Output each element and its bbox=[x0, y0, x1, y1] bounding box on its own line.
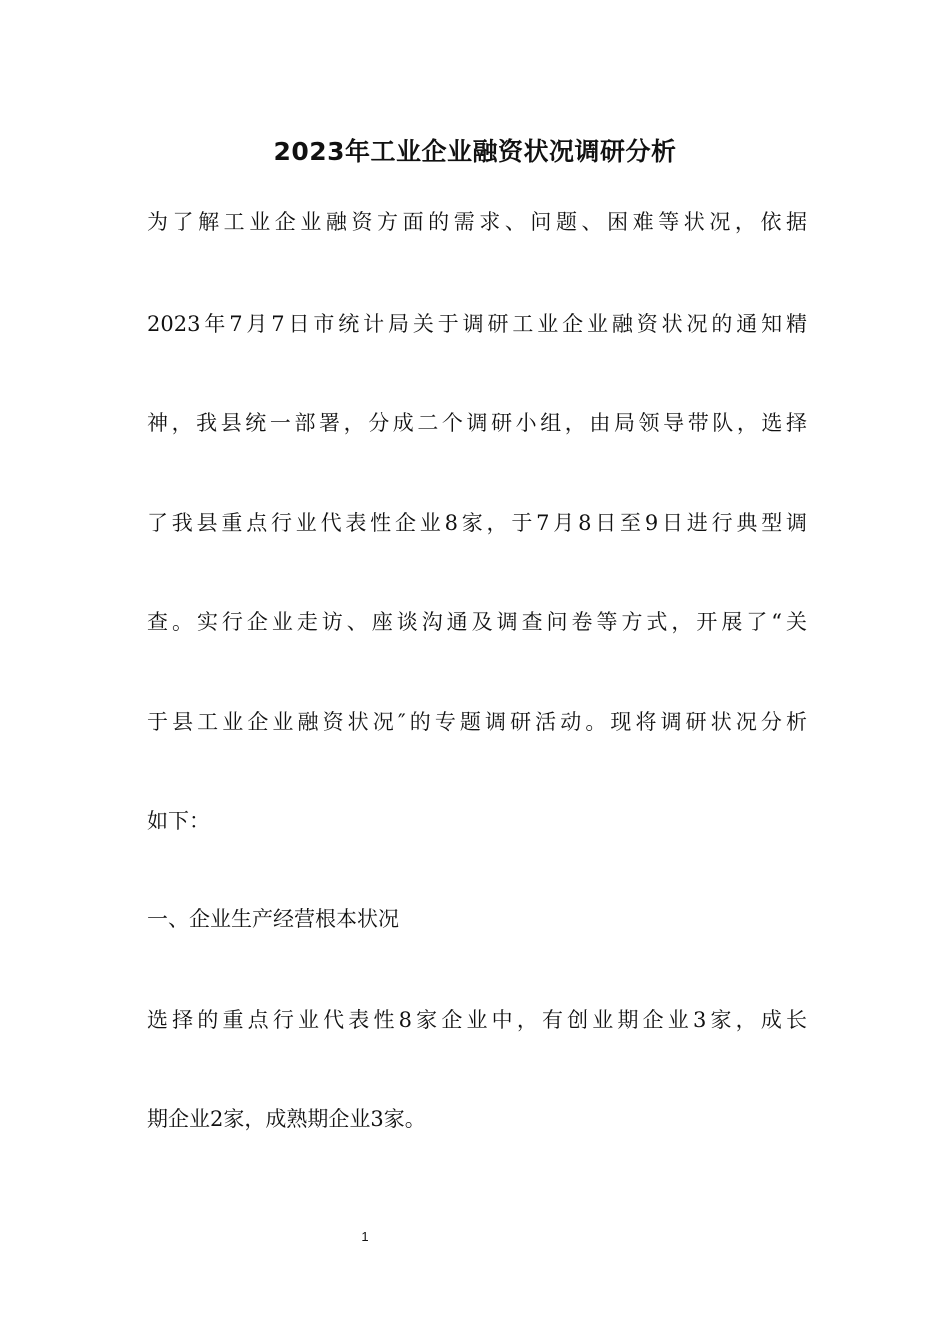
paragraph-line: 查。实行企业走访、座谈沟通及调查问卷等方式，开展了“关 bbox=[147, 610, 807, 634]
paragraph-line: 如下： bbox=[147, 809, 210, 833]
paragraph-line: 选择的重点行业代表性8家企业中，有创业期企业3家，成长 bbox=[147, 1008, 807, 1032]
paragraph-line: 于县工业企业融资状况″的专题调研活动。现将调研状况分析 bbox=[147, 710, 807, 734]
page-number: 1 bbox=[361, 1229, 369, 1244]
document-title: 2023年工业企业融资状况调研分析 bbox=[273, 137, 677, 166]
paragraph-line: 了我县重点行业代表性企业8家，于7月8日至9日进行典型调 bbox=[147, 511, 807, 535]
paragraph-line: 为了解工业企业融资方面的需求、问题、困难等状况，依据 bbox=[147, 210, 807, 234]
paragraph-line: 神，我县统一部署，分成二个调研小组，由局领导带队，选择 bbox=[147, 411, 807, 435]
section-heading: 一、企业生产经营根本状况 bbox=[147, 907, 399, 931]
paragraph-line: 2023年7月7日市统计局关于调研工业企业融资状况的通知精 bbox=[147, 312, 807, 336]
paragraph-line: 期企业2家，成熟期企业3家。 bbox=[147, 1107, 426, 1131]
